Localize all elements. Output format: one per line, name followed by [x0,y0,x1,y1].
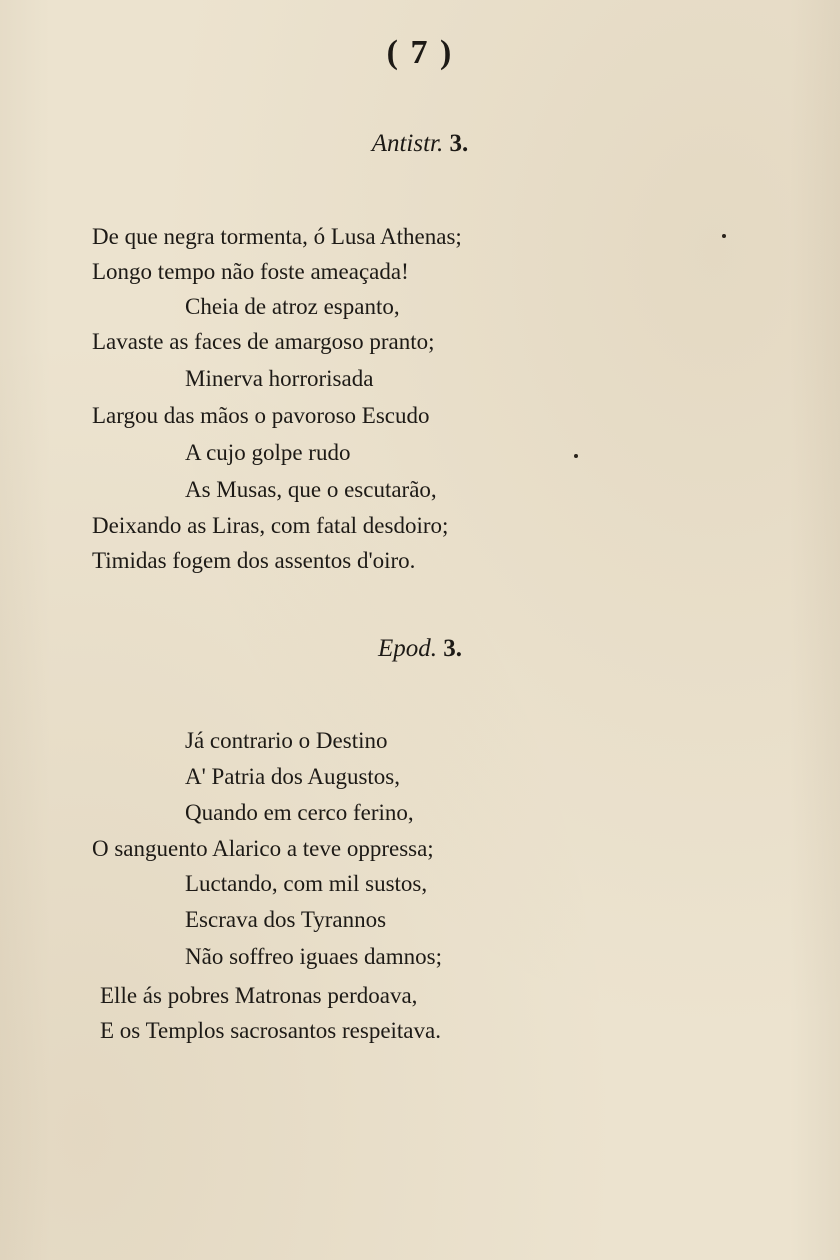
verse-line: Escrava dos Tyrannos [185,907,387,932]
verse-line: Lavaste as faces de amargoso pranto; [92,329,435,354]
ink-speck [574,454,578,458]
verse-line: Cheia de atroz espanto, [185,294,400,319]
verse-line: E os Templos sacrosantos respeitava. [100,1018,441,1043]
ink-speck [722,234,726,238]
section-title: Antistr. [371,130,444,157]
section-heading-epode [0,635,840,663]
section-number: 3. [443,635,463,662]
verse-line: O sanguento Alarico a teve oppressa; [92,836,434,861]
verse-line: Já contrario o Destino [185,728,388,753]
section-number: 3. [449,130,469,157]
page-number: ( 7 ) [386,34,454,71]
verse-line: Elle ás pobres Matronas perdoava, [100,983,418,1008]
verse-line: De que negra tormenta, ó Lusa Athenas; [92,224,462,249]
verse-line: Quando em cerco ferino, [185,800,414,825]
verse-line: A' Patria dos Augustos, [185,764,400,789]
verse-line: Não soffreo iguaes damnos; [185,944,442,969]
verse-line: Timidas fogem dos assentos d'oiro. [92,548,416,573]
verse-line: Deixando as Liras, com fatal desdoiro; [92,513,449,538]
verse-line: Longo tempo não foste ameaçada! [92,259,409,284]
verse-line: Minerva horrorisada [185,366,374,391]
verse-line: Largou das mãos o pavoroso Escudo [92,403,430,428]
verse-line: Luctando, com mil sustos, [185,871,428,896]
section-title: Epod. [377,635,438,662]
section-heading-antistrophe [0,130,840,158]
verse-line: A cujo golpe rudo [185,440,351,465]
verse-line: As Musas, que o escutarão, [185,477,437,502]
